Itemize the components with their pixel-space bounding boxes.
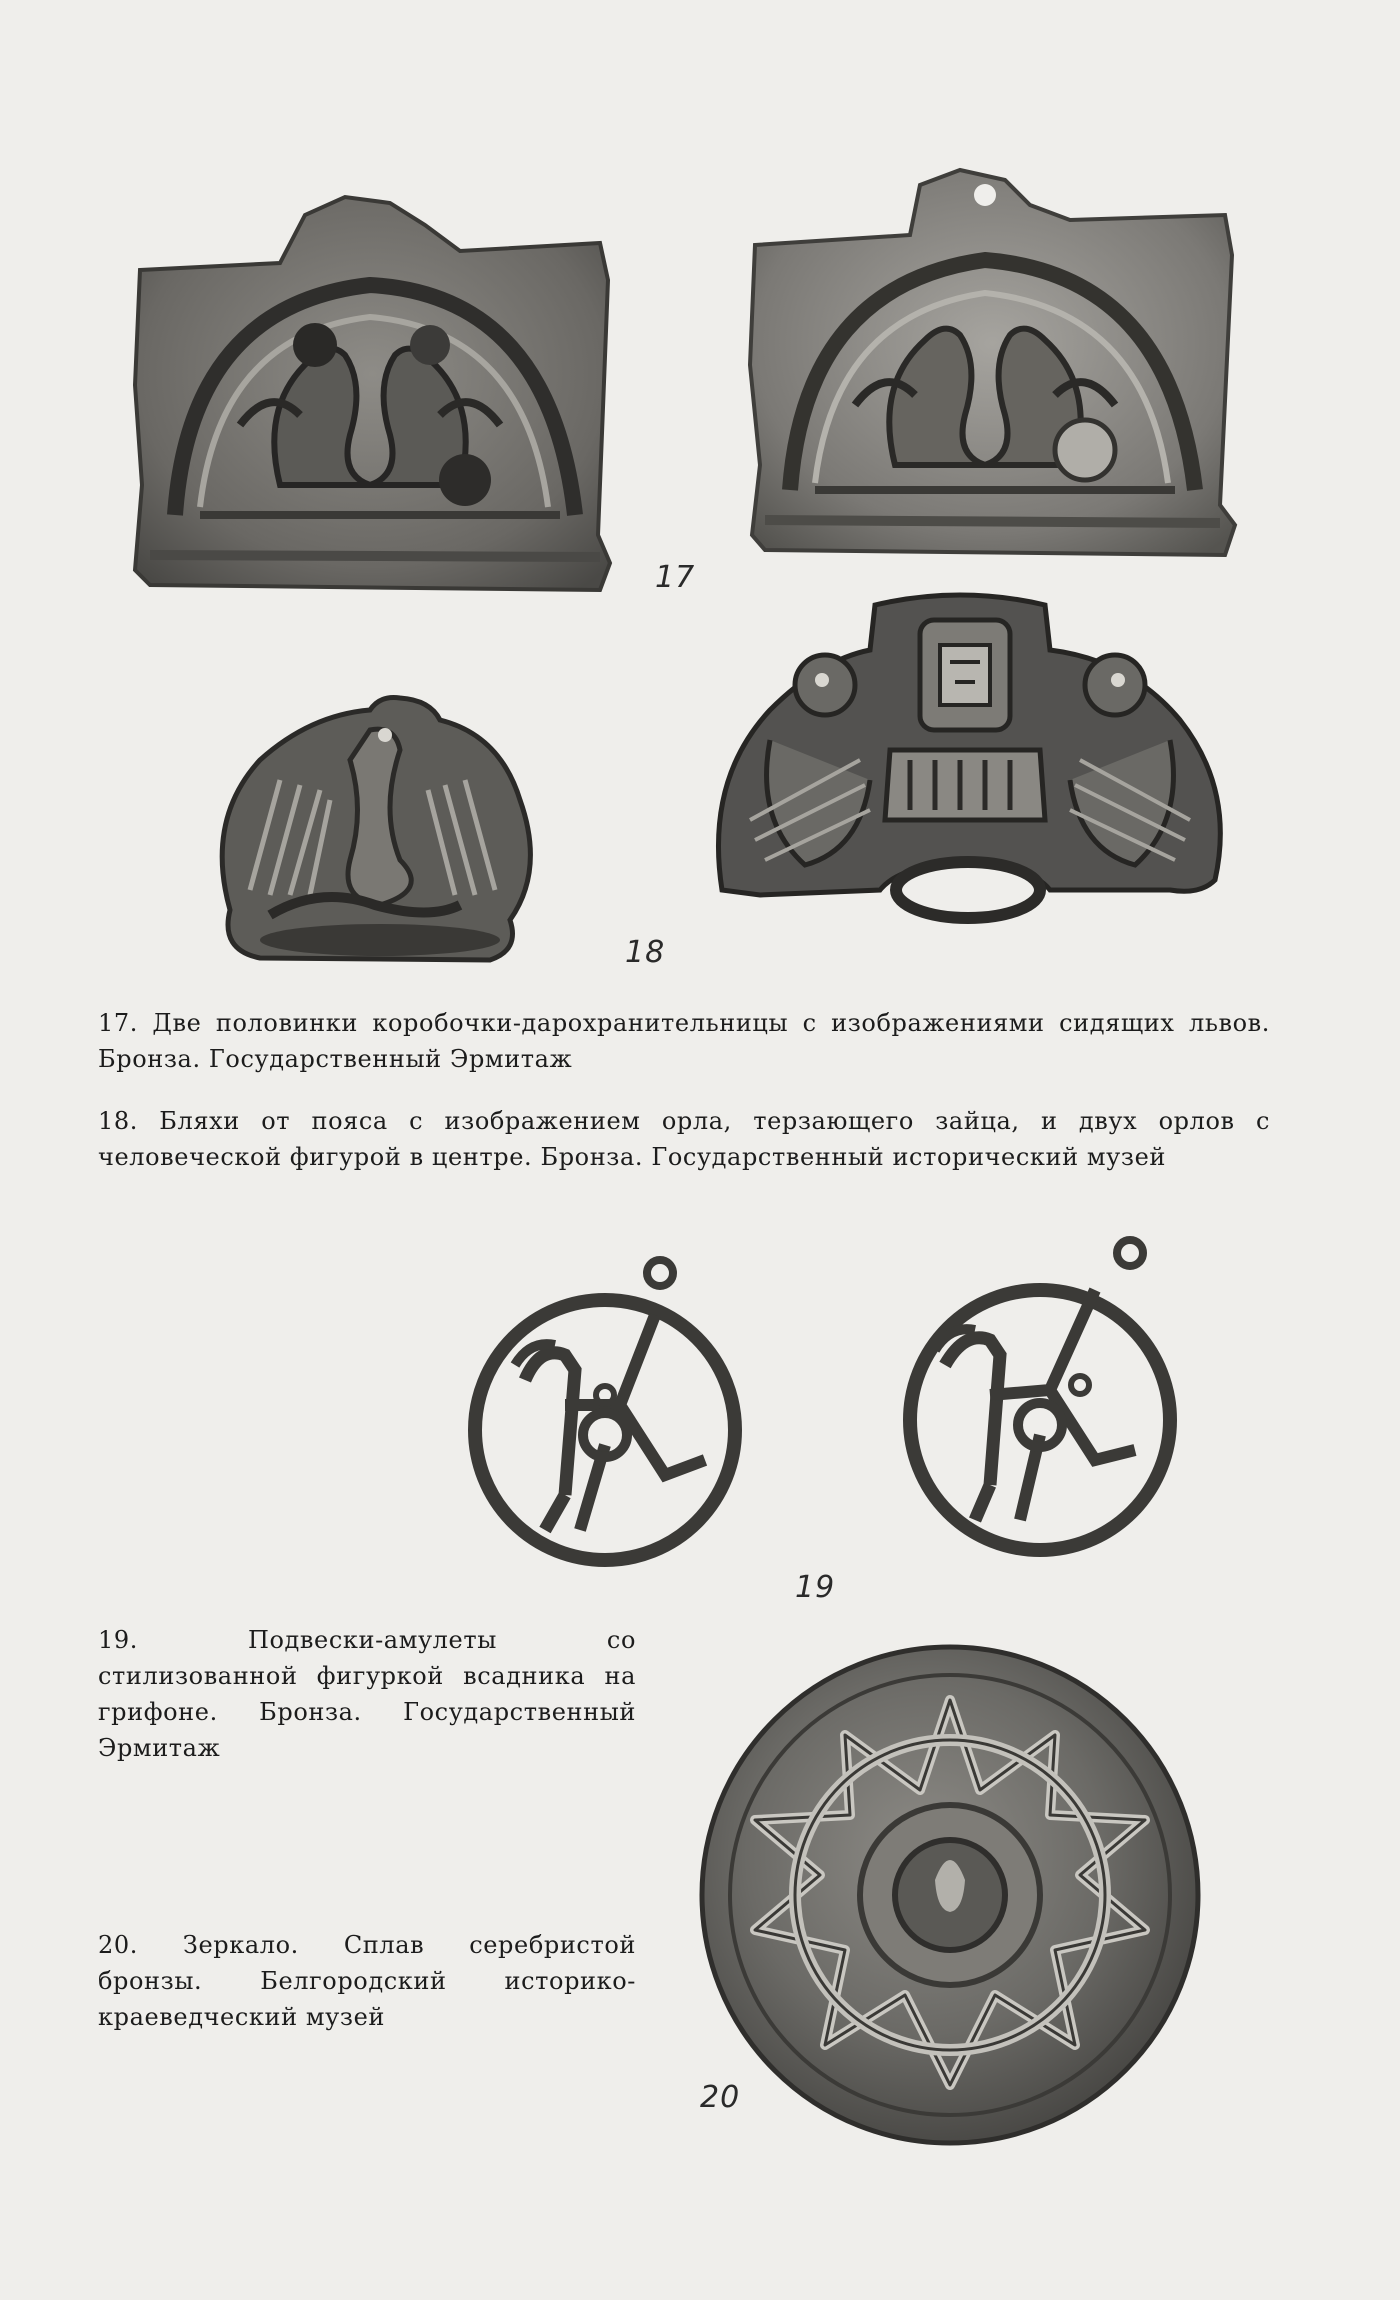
plate-20-number: 20 xyxy=(700,2080,741,2115)
box-half-right-image xyxy=(740,165,1240,565)
amulet-pendant-left-image xyxy=(455,1245,755,1585)
plate-17-caption: 17. Две половинки коробочки-дарохранительницы с изображениями сидящих львов. Бронза. Государственный Эрмитаж xyxy=(98,1009,1270,1073)
plate-18-number: 18 xyxy=(625,935,666,970)
plate-19-caption: 19. Подвески-амулеты со стилизованной фигуркой всадника на грифоне. Бронза. Государственный Эрмитаж xyxy=(98,1626,636,1762)
eagle-hare-plaque-image xyxy=(200,690,545,970)
mirror-image xyxy=(695,1640,1205,2150)
plate-19-number: 19 xyxy=(795,1570,836,1605)
box-half-left-image xyxy=(130,185,620,595)
amulet-pendant-right-image xyxy=(890,1225,1190,1575)
two-eagles-plaque-image xyxy=(710,590,1230,925)
plate-17-number: 17 xyxy=(655,560,696,595)
plate-20-caption: 20. Зеркало. Сплав серебристой бронзы. Белгородский историко-краеведческий музей xyxy=(98,1931,636,2031)
plate-18-caption: 18. Бляхи от пояса с изображением орла, терзающего зайца, и двух орлов с человеческой фигурой в центре. Бронза. Государственный исторический музей xyxy=(98,1107,1270,1171)
